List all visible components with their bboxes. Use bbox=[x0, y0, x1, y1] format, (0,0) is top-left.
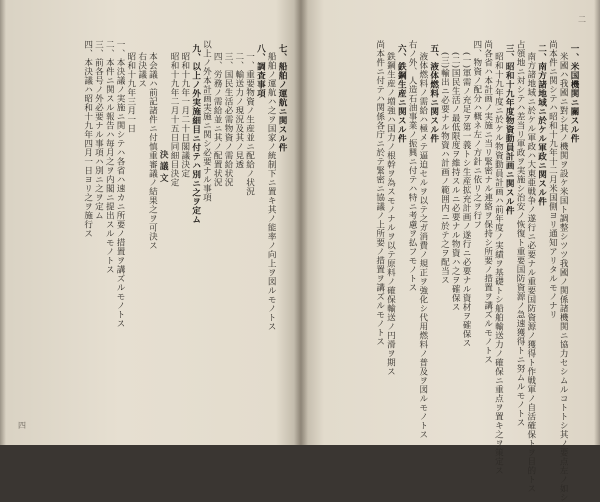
page-edge-shadow bbox=[0, 0, 6, 445]
section-heading: 六、鉄鋼生産ニ関スル件 bbox=[396, 44, 407, 143]
centered-heading: 決議文 bbox=[158, 150, 169, 185]
section-heading: 二、南方諸地域ニ於ケル軍政ニ関スル件 bbox=[536, 44, 547, 206]
right-page-text bbox=[312, 40, 579, 502]
section-heading: 三、昭和十九年度物資動員計画ニ関スル件 bbox=[504, 44, 515, 215]
right-page bbox=[302, 0, 600, 502]
text-line: 南方諸地域ニ於ケル軍政ハ大東亜戦争ノ遂行ニ必要ナル重要国防資源ノ獲得ト作戦軍ノ自活確保トヲ目的トス bbox=[525, 52, 536, 493]
text-line: 四、労務ノ需給並ニ其ノ配置状況 bbox=[212, 52, 223, 187]
text-line: 右決議ス bbox=[136, 52, 147, 88]
text-line: 四、本決議ハ昭和十九年四月一日ヨリ之ヲ施行ス bbox=[82, 40, 93, 238]
section-heading: 五、液体燃料ニ関スル件 bbox=[428, 44, 439, 143]
page-number: 四 bbox=[18, 421, 26, 430]
text-line: 昭和十九年度ニ於ケル物資動員計画ハ前年度ノ実績ヲ基礎トシ船舶輸送力ノ確保ニ重点ヲ置キ之ヲ策定ス bbox=[493, 52, 504, 475]
text-line: (一)軍需ノ充足ヲ第一義トシ生産拡充計画ノ遂行ニ必要ナル資材ヲ確保ス bbox=[461, 52, 472, 348]
section-heading: 九、以上ノ外実施細目ニ付テハ別ニ之ヲ定ム bbox=[190, 44, 201, 224]
text-line: 四、物資ノ配分ハ概ネ左ノ方針ニ依リ之ヲ行フ bbox=[471, 40, 482, 229]
text-line: 一、本決議ノ実施ニ関シテハ各省ハ速カニ所要ノ措置ヲ講ズルモノトス bbox=[115, 40, 126, 328]
page-edge-shadow bbox=[594, 0, 600, 445]
section-heading: 八、調査事項 bbox=[255, 44, 266, 98]
text-line: 船舶ノ運航ハ之ヲ国家ノ統制下ニ置キ其ノ能率ノ向上ヲ図ルモノトス bbox=[266, 52, 277, 331]
text-line: 二、輸送力ノ現況及其ノ見透 bbox=[233, 52, 244, 169]
text-line: (二)国民生活ノ最低限度ヲ維持スルニ必要ナル物資ハ之ヲ確保ス bbox=[450, 52, 461, 312]
text-line: 昭和十九年三月一日 bbox=[125, 52, 136, 133]
text-line: 尚本件ニ関シテハ昭和十九年十二月米国側ヨリ通知アリタルモノナリ bbox=[547, 40, 558, 319]
text-line: 尚各省ハ本計画ノ実施ニ当リ緊密ナル連絡ヲ保持シ所要ノ措置ヲ講ズルモノトス bbox=[482, 40, 493, 364]
text-line: 尚本件ニ付テハ関係各庁ニ於テ緊密ニ協議ノ上所要ノ措置ヲ講ズルモノトス bbox=[374, 40, 385, 346]
left-page bbox=[0, 0, 298, 445]
left-page-text bbox=[12, 40, 286, 385]
text-line: 昭和十九年一月二十日閣議決定 bbox=[179, 52, 190, 178]
text-line: 占領地ニ対シテハ差当リ軍政ヲ実施シ治安ノ恢復ト重要国防資源ノ急速獲得トニ努ムルモノトス bbox=[515, 40, 526, 427]
page-number: 二 bbox=[578, 15, 586, 24]
text-line: 鉄鋼生産ノ増強ハ国力ノ根幹ヲ為スモノナルヲ以テ原料ノ確保輸送ノ円滑ヲ期ス bbox=[385, 52, 396, 376]
text-line: 一、重要物資ノ生産並ニ配給ノ状況 bbox=[244, 52, 255, 196]
text-line: 昭和十九年二月十五日同細目決定 bbox=[169, 52, 180, 187]
text-line: 液体燃料ノ需給ハ極メテ逼迫セルヲ以テ之ガ消費ノ規正ヲ強化シ代用燃料ノ普及ヲ図ルモノトス bbox=[417, 52, 428, 439]
text-line: (三)輸出ニ必要ナル物資ハ計画ノ範囲内ニ於テ之ヲ配当ス bbox=[439, 52, 450, 285]
text-line: 米國ハ我國ニ對シ其ノ機関ヲ設ケ米国ト調整シツツ我國ノ関係諸機関ニ協力セシムルコトトシ其ノ要点左ノ如シ bbox=[558, 52, 569, 502]
text-line: 以上ノ外本計画実施ニ関シ必要ナル事項 bbox=[201, 40, 212, 202]
text-line: 本会議ハ前記諸件ニ付慎重審議ノ結果之ヲ可決ス bbox=[147, 52, 158, 250]
text-line: 二、本件ニ関スル報告ハ毎月之ヲ内閣ニ提出スルモノトス bbox=[104, 40, 115, 274]
text-line: 右ノ外、人造石油事業ノ振興ニ付テハ特ニ考慮ヲ払フモノトス bbox=[407, 40, 418, 292]
section-heading: 一、米国機関ニ關スル件 bbox=[569, 44, 579, 143]
text-line: 三、国民生活必需物資ノ需給状況 bbox=[223, 52, 234, 187]
text-line: 三、前各号ノ外必要ナル事項ハ別ニ之ヲ定ム bbox=[93, 40, 104, 220]
section-heading: 七、船舶ノ運航ニ関スル件 bbox=[277, 44, 287, 152]
